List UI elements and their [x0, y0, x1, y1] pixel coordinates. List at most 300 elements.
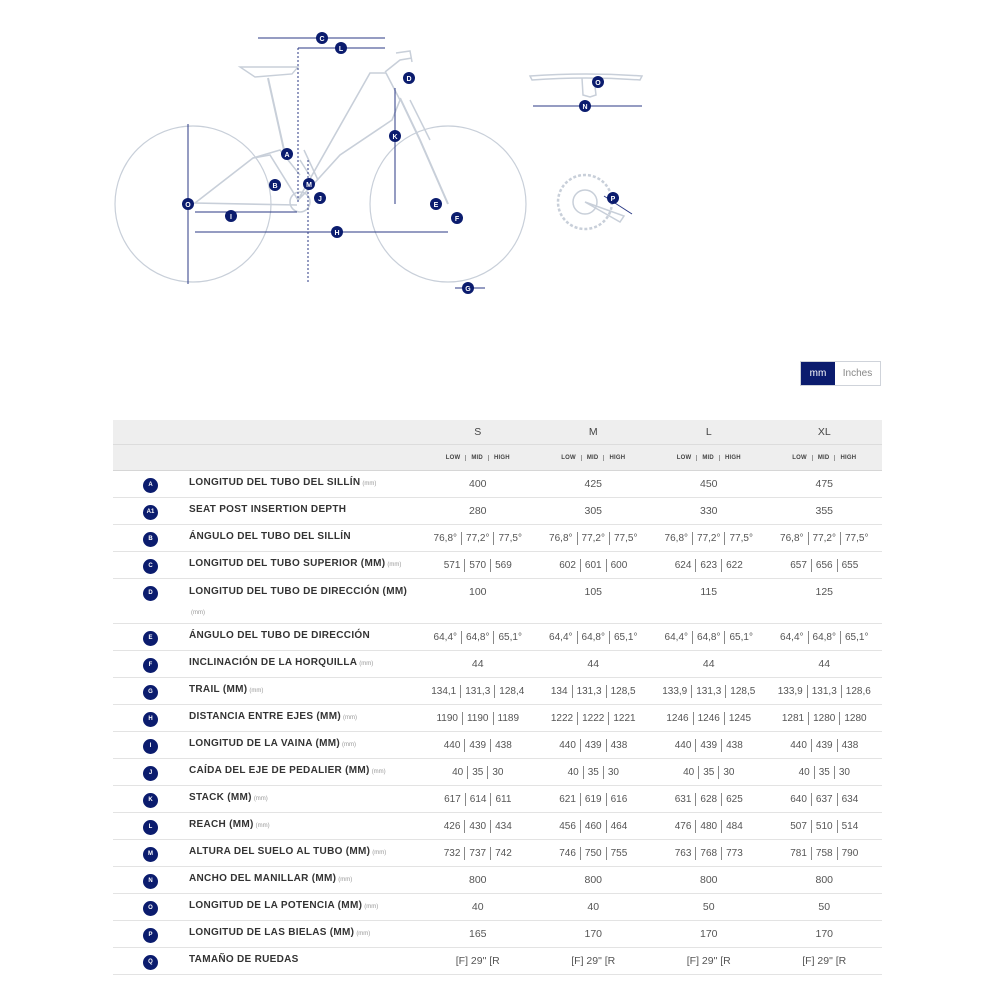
size-header-m: M	[588, 426, 598, 438]
unit-inches-button[interactable]: Inches	[835, 362, 880, 385]
value: 614	[465, 793, 491, 806]
value: 64,8°	[808, 631, 840, 644]
value: 450	[699, 478, 718, 490]
diagram-badge-b	[269, 179, 281, 191]
value-cell	[536, 732, 652, 758]
value: 625	[721, 793, 747, 806]
value-cell	[651, 759, 767, 785]
value: 602	[559, 560, 576, 571]
position-high: HIGH	[603, 455, 630, 461]
diagram-badge-a	[281, 148, 293, 160]
row-unit: (mm)	[253, 796, 268, 802]
value: 773	[721, 847, 747, 860]
row-label-text: ÁNGULO DEL TUBO DEL SILLÍN	[189, 531, 351, 542]
row-label-cell	[113, 552, 420, 578]
value: 800	[815, 874, 834, 886]
value: 128,5	[606, 685, 640, 698]
row-label-text: ÁNGULO DEL TUBO DE DIRECCIÓN	[189, 630, 370, 641]
value-cell	[651, 624, 767, 650]
value: 35	[467, 766, 487, 779]
svg-text:P: P	[610, 196, 616, 203]
value-cell	[420, 732, 536, 758]
value-cell	[420, 921, 536, 947]
value-cell	[420, 759, 536, 785]
row-label-text: LONGITUD DE LAS BIELAS (MM)	[189, 927, 355, 938]
table-row	[113, 759, 882, 786]
diagram-badge-k	[389, 130, 401, 142]
row-label-text: REACH (MM)	[189, 819, 254, 830]
value: 170	[815, 928, 834, 940]
diagram-badge-n	[579, 100, 591, 112]
row-label-cell	[113, 840, 420, 866]
row-label-text: INCLINACIÓN DE LA HORQUILLA	[189, 657, 358, 668]
row-label	[189, 738, 356, 749]
value-cell	[767, 732, 883, 758]
row-badge: B	[143, 532, 158, 547]
table-row	[113, 471, 882, 498]
value: 622	[721, 559, 747, 572]
row-badge: I	[143, 739, 158, 754]
value: 64,4°	[549, 632, 573, 643]
value-cell	[651, 813, 767, 839]
value: 165	[468, 928, 487, 940]
value: 1189	[493, 712, 524, 725]
value: 128,6	[841, 685, 875, 698]
value: 131,3	[807, 685, 841, 698]
value: 619	[580, 793, 606, 806]
row-label-text: STACK (MM)	[189, 792, 252, 803]
value-cell	[651, 786, 767, 812]
value: 77,2°	[808, 532, 840, 545]
row-label-cell	[113, 732, 420, 758]
row-unit: (mm)	[249, 688, 264, 694]
value: 50	[818, 901, 831, 913]
value: 50	[702, 901, 715, 913]
svg-text:C: C	[319, 36, 325, 43]
row-badge: G	[143, 685, 158, 700]
value-cell	[651, 732, 767, 758]
value: 64,8°	[461, 631, 493, 644]
value-cell	[767, 651, 883, 677]
value: 634	[837, 793, 863, 806]
value-cell	[651, 651, 767, 677]
value: 800	[699, 874, 718, 886]
value: 133,9	[777, 686, 803, 697]
svg-text:D: D	[406, 76, 412, 83]
row-label	[189, 927, 370, 938]
row-badge: K	[143, 793, 158, 808]
row-label-cell	[113, 471, 420, 497]
value: 440	[790, 740, 807, 751]
svg-text:F: F	[454, 216, 460, 223]
position-mid: MID	[812, 455, 835, 461]
value: 105	[584, 586, 603, 598]
row-badge: D	[143, 586, 158, 601]
value: 170	[699, 928, 718, 940]
value: 77,5°	[724, 532, 756, 545]
position-high: HIGH	[488, 455, 515, 461]
table-row	[113, 525, 882, 552]
value: 475	[815, 478, 834, 490]
row-unit: (mm)	[356, 931, 371, 937]
svg-text:O: O	[185, 202, 191, 209]
value-cell	[767, 525, 883, 551]
value: 131,3	[691, 685, 725, 698]
value: 1190	[436, 713, 458, 724]
value: 438	[490, 739, 516, 752]
value: 40	[798, 767, 810, 778]
position-group	[420, 445, 536, 470]
row-badge: M	[143, 847, 158, 862]
value: 763	[674, 848, 692, 859]
table-row	[113, 948, 882, 975]
value: 439	[464, 739, 490, 752]
svg-text:G: G	[465, 286, 471, 293]
value: 170	[584, 928, 603, 940]
value: 571	[443, 560, 461, 571]
row-label-text: CAÍDA DEL EJE DE PEDALIER (MM)	[189, 765, 370, 776]
value: 1246	[693, 712, 724, 725]
value: 1221	[608, 712, 639, 725]
value: 1280	[839, 712, 870, 725]
size-header-s: S	[474, 426, 482, 438]
value-cell	[767, 948, 883, 974]
row-label-cell	[113, 894, 420, 920]
row-unit: (mm)	[387, 562, 402, 568]
value: 790	[837, 847, 863, 860]
value: 65,1°	[493, 631, 525, 644]
value: 616	[606, 793, 632, 806]
row-label	[189, 657, 373, 668]
value: 655	[837, 559, 863, 572]
row-label-cell	[113, 921, 420, 947]
svg-text:K: K	[392, 134, 398, 141]
row-label-text: TRAIL (MM)	[189, 684, 248, 695]
size-header-l: L	[705, 426, 712, 438]
value: 30	[718, 766, 738, 779]
table-row	[113, 579, 882, 624]
svg-text:O: O	[595, 80, 601, 87]
value: 30	[834, 766, 854, 779]
value: 76,8°	[664, 533, 689, 544]
value: 426	[443, 821, 461, 832]
value: 131,3	[572, 685, 606, 698]
value: 30	[487, 766, 507, 779]
value: 611	[490, 793, 515, 806]
value-cell	[420, 948, 536, 974]
row-label-cell	[113, 498, 420, 524]
value: 1281	[781, 713, 805, 724]
value: 439	[580, 739, 606, 752]
row-unit: (mm)	[364, 904, 379, 910]
value-cell	[651, 867, 767, 893]
size-header-row	[113, 420, 882, 445]
value-cell	[651, 525, 767, 551]
position-high: HIGH	[834, 455, 861, 461]
value: 464	[606, 820, 632, 833]
value-cell	[536, 498, 652, 524]
value: 100	[468, 586, 487, 598]
value-cell	[420, 813, 536, 839]
value: 40	[683, 767, 695, 778]
svg-text:J: J	[318, 196, 322, 203]
value-cell	[651, 552, 767, 578]
row-label-cell	[113, 624, 420, 650]
row-label	[189, 504, 346, 515]
row-badge: A	[143, 478, 158, 493]
row-label-text: LONGITUD DE LA VAINA (MM)	[189, 738, 341, 749]
table-row	[113, 498, 882, 525]
value: 800	[584, 874, 603, 886]
value: 115	[700, 586, 718, 598]
value: 460	[580, 820, 606, 833]
row-label-cell	[113, 651, 420, 677]
value: 133,9	[662, 686, 688, 697]
value: 400	[468, 478, 487, 490]
value-cell	[536, 579, 652, 623]
value: 30	[603, 766, 623, 779]
table-body	[113, 471, 882, 975]
row-label-text: LONGITUD DEL TUBO DE DIRECCIÓN (MM)	[189, 586, 408, 597]
value: 737	[464, 847, 490, 860]
row-badge: P	[143, 928, 158, 943]
row-label-cell	[113, 525, 420, 551]
value: 128,5	[725, 685, 759, 698]
value: 800	[468, 874, 487, 886]
value: 637	[811, 793, 837, 806]
row-badge: E	[143, 631, 158, 646]
value: 65,1°	[724, 631, 756, 644]
value: 44	[702, 658, 715, 670]
value-cell	[420, 525, 536, 551]
value: 128,4	[494, 685, 528, 698]
row-label-text: LONGITUD DE LA POTENCIA (MM)	[189, 900, 363, 911]
value: 44	[818, 658, 831, 670]
value: 65,1°	[840, 631, 872, 644]
value-cell	[536, 552, 652, 578]
value: 640	[790, 794, 807, 805]
position-mid: MID	[696, 455, 719, 461]
row-unit: (mm)	[342, 715, 357, 721]
row-label-text: SEAT POST INSERTION DEPTH	[189, 504, 347, 515]
value: 781	[790, 848, 807, 859]
row-label	[189, 558, 401, 569]
table-row	[113, 624, 882, 651]
row-label	[189, 792, 268, 803]
value: 456	[559, 821, 576, 832]
diagram-badge-m	[303, 178, 315, 190]
row-badge: Q	[143, 955, 158, 970]
value-cell	[767, 471, 883, 497]
row-badge: L	[143, 820, 158, 835]
value: 65,1°	[609, 631, 641, 644]
value-cell	[767, 813, 883, 839]
value: [F] 29" [R	[571, 955, 616, 967]
svg-text:E: E	[433, 202, 439, 209]
row-label	[189, 477, 376, 488]
diagram-badge-p	[607, 192, 619, 204]
value: 40	[471, 901, 484, 913]
value: 631	[674, 794, 692, 805]
diagram-badge-f	[451, 212, 463, 224]
row-badge: H	[143, 712, 158, 727]
value: 657	[790, 560, 807, 571]
svg-text:M: M	[306, 182, 312, 189]
value-cell	[420, 786, 536, 812]
value-cell	[536, 894, 652, 920]
value: 484	[721, 820, 747, 833]
position-mid: MID	[581, 455, 604, 461]
diagram-badge-i	[225, 210, 237, 222]
value: 434	[490, 820, 516, 833]
position-group	[536, 445, 652, 470]
value-cell	[420, 552, 536, 578]
value: 600	[606, 559, 632, 572]
value: 64,4°	[433, 632, 458, 643]
value: 76,8°	[433, 533, 458, 544]
row-label	[189, 630, 370, 641]
value: 440	[559, 740, 576, 751]
value-cell	[536, 867, 652, 893]
value: 77,5°	[609, 532, 641, 545]
row-badge: C	[143, 559, 158, 574]
row-label-cell	[113, 786, 420, 812]
value-cell	[767, 552, 883, 578]
value-cell	[767, 759, 883, 785]
value: 438	[606, 739, 632, 752]
row-label-text: LONGITUD DEL TUBO SUPERIOR (MM)	[189, 558, 386, 569]
row-label-text: DISTANCIA ENTRE EJES (MM)	[189, 711, 341, 722]
value: 131,3	[460, 685, 494, 698]
value: 77,2°	[692, 532, 724, 545]
value: 440	[443, 740, 461, 751]
diagram-badge-d	[403, 72, 415, 84]
value: 76,8°	[780, 533, 804, 544]
svg-text:A: A	[284, 152, 290, 159]
row-label-text: TAMAÑO DE RUEDAS	[189, 954, 299, 965]
value: 621	[559, 794, 576, 805]
value-cell	[536, 471, 652, 497]
geometry-table	[113, 420, 882, 975]
value: 1280	[808, 712, 839, 725]
position-mid: MID	[465, 455, 488, 461]
row-label	[189, 900, 378, 911]
value: 64,4°	[780, 632, 804, 643]
value: 425	[584, 478, 603, 490]
value-cell	[536, 786, 652, 812]
row-label	[189, 711, 357, 722]
row-label-text: ALTURA DEL SUELO AL TUBO (MM)	[189, 846, 371, 857]
value: 134,1	[431, 686, 457, 697]
value: 617	[444, 794, 461, 805]
value: 430	[464, 820, 490, 833]
value-cell	[651, 498, 767, 524]
value: 1245	[724, 712, 755, 725]
svg-text:L: L	[338, 46, 344, 53]
value-cell	[536, 678, 652, 704]
table-row	[113, 732, 882, 759]
table-row	[113, 867, 882, 894]
diagram-badge-l	[335, 42, 347, 54]
row-label-cell	[113, 867, 420, 893]
value: 569	[490, 559, 516, 572]
row-badge: F	[143, 658, 158, 673]
table-row	[113, 705, 882, 732]
row-label-text: LONGITUD DEL TUBO DEL SILLÍN	[189, 477, 361, 488]
value-cell	[420, 651, 536, 677]
value: 77,2°	[461, 532, 493, 545]
value-cell	[420, 678, 536, 704]
position-low: LOW	[676, 454, 692, 461]
row-label-cell	[113, 759, 420, 785]
diagram-badge-h	[331, 226, 343, 238]
unit-mm-button[interactable]: mm	[801, 362, 835, 385]
row-label	[189, 873, 352, 884]
svg-text:H: H	[334, 230, 340, 237]
value-cell	[536, 813, 652, 839]
value: 440	[674, 740, 692, 751]
value-cell	[536, 921, 652, 947]
value: 628	[695, 793, 721, 806]
value-cell	[420, 867, 536, 893]
position-high: HIGH	[719, 455, 746, 461]
row-unit: (mm)	[372, 850, 387, 856]
row-label	[189, 582, 419, 623]
value: 439	[811, 739, 837, 752]
value-cell	[767, 921, 883, 947]
value-cell	[767, 705, 883, 731]
row-label	[189, 819, 270, 830]
value: 134	[550, 686, 568, 697]
value-cell	[420, 498, 536, 524]
value-cell	[420, 624, 536, 650]
row-label-cell	[113, 813, 420, 839]
value: 514	[837, 820, 863, 833]
handlebar-top-view	[530, 74, 642, 80]
unit-toggle[interactable]	[800, 361, 881, 386]
value: 601	[580, 559, 606, 572]
table-row	[113, 678, 882, 705]
value-cell	[767, 498, 883, 524]
value: 330	[699, 505, 718, 517]
svg-text:N: N	[582, 104, 588, 111]
row-label	[189, 684, 263, 695]
row-label-cell	[113, 948, 420, 974]
value: 64,8°	[692, 631, 724, 644]
value: 439	[695, 739, 721, 752]
row-unit: (mm)	[255, 823, 270, 829]
value: 64,4°	[664, 632, 689, 643]
value-cell	[536, 759, 652, 785]
row-badge: J	[143, 766, 158, 781]
value: 77,5°	[840, 532, 872, 545]
position-low: LOW	[561, 454, 576, 461]
value: 1246	[666, 713, 689, 724]
row-badge: O	[143, 901, 158, 916]
svg-text:B: B	[272, 183, 278, 190]
value: [F] 29" [R	[802, 955, 847, 967]
value-cell	[651, 840, 767, 866]
row-label-cell	[113, 579, 420, 623]
value: 476	[674, 821, 692, 832]
value: 438	[721, 739, 747, 752]
row-label-cell	[113, 705, 420, 731]
value-cell	[536, 948, 652, 974]
position-group	[767, 445, 883, 470]
value-cell	[420, 579, 536, 623]
value-cell	[420, 705, 536, 731]
row-label	[189, 846, 386, 857]
